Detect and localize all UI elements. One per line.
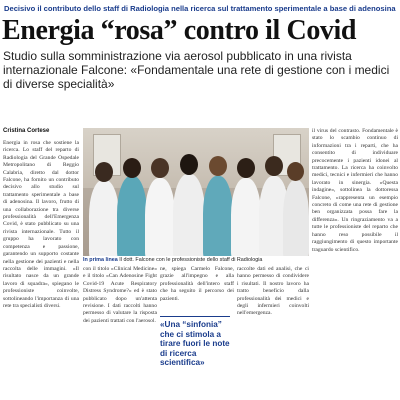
article-column-4: raccolte dati ed analisi, che ci hanno permesso di condividere i risultati. Il nostro lavoro ha tratto beneficio dalla professionalità dei medici e degli infermieri coinvolti nell'emergenza. (237, 266, 309, 317)
article-column-right: il virus del contrasto. Fondamentale è stato lo scambio continuo di informazioni tra i reparti, che ha consentito di individuare precocemente i pazienti idonei al trattamento. La ricerca ha coinvolto medici, tecnici e infermieri che hanno lavorato in sinergia. «Questa indagine», sottolinea la dottoressa Falcone, «rappresenta un esempio concreto di come una rete di gestione ben organizzata possa fare la differenza». Un ringraziamento va a tutte le professioniste del reparto che hanno reso possibile il raggiungimento di questo importante traguardo scientifico. (312, 128, 398, 253)
person-head (237, 158, 255, 178)
subtitle: Studio sulla somministrazione via aerosol pubblicato in una rivista internazionale Falcone: «Fondamentale una rete di gestione con i medici di diverse specialità» (3, 49, 390, 91)
person-figure (173, 174, 205, 256)
caption-label: In prima linea (83, 257, 118, 263)
kicker: Decisivo il contributo dello staff di Radiologia nella ricerca sul trattamento sperimentale a base di adenosina (4, 4, 396, 13)
article-column-2: con il titolo «Clinical Medicine» e il titolo «Can Adenosine Fight Covid-19 Acute Respiratory Distress Syndrome?» ed è stato pubblicato dopo un'attenta revisione. I dati raccolti hanno permesso di valutare la risposta dei pazienti trattati con l'aerosol. (83, 266, 157, 324)
person-figure (89, 180, 119, 256)
article-column-1: Energia in rosa che sostiene la ricerca. Lo staff del reparto di Radiologia del Grande Ospedale Metropolitano di Reggio Calabria, diretto dal dottor Falcone, ha fornito un contributo decisivo allo studio sul trattamento sperimentale a base di adenosina. Il lavoro, frutto di una collaborazione tra diverse professionalità dell'Emergenza Covid, è stato pubblicato su una rivista internazionale. Tutto il gruppo ha lavorato con competenza e passione, garantendo un supporto costante nella gestione dei pazienti e nella raccolta delle immagini. «Il risultato nasce da un grande lavoro di squadra», spiegano le professioniste coinvolte, sottolineando l'importanza di una rete tra specialisti diversi. (3, 140, 79, 309)
article-column-3: ne, spiega Carmelo Falcone, grazie all'impegno e alla professionalità dell'intero staff che ha seguito il percorso dei pazienti. (160, 266, 234, 302)
caption-text: Il dott. Falcone con le professioniste dello staff di Radiologia (117, 257, 263, 263)
person-figure (203, 176, 233, 256)
photo-caption (83, 257, 309, 264)
person-figure (117, 176, 147, 256)
person-figure (231, 178, 261, 256)
person-head (265, 156, 283, 176)
person-head (209, 156, 227, 176)
pullquote-box (160, 316, 230, 368)
person-head (123, 158, 141, 178)
headline: Energia “rosa” contro il Covid (2, 15, 357, 46)
person-head (151, 158, 169, 178)
person-figure (145, 178, 175, 256)
person-head (180, 154, 198, 175)
person-head (287, 162, 304, 181)
person-figure (283, 180, 309, 256)
pullquote: «Una “sinfonia” che ci stimola a tirare fuori le note di ricerca scientifica» (160, 316, 230, 368)
person-head (95, 162, 113, 182)
byline: Cristina Cortese (3, 128, 50, 134)
group-photo (83, 128, 309, 256)
